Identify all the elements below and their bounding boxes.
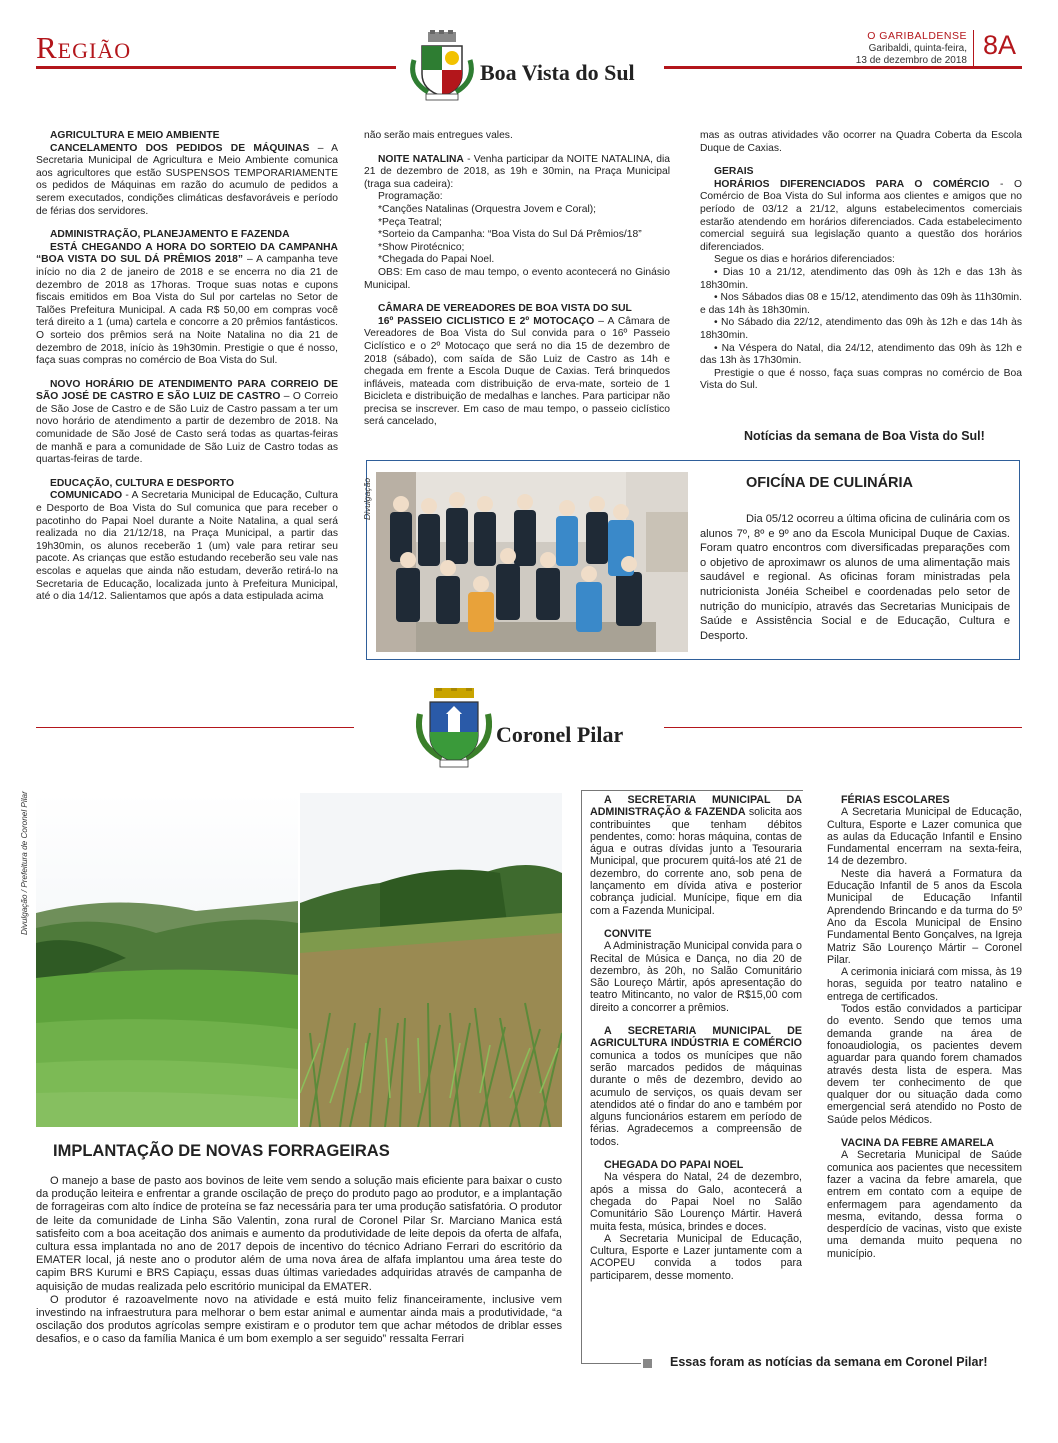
- correio-heading: NOVO HORÁRIO DE ATENDIMENTO PARA CORREIO DE SÃO JOSÉ DE CASTRO E SÃO LUIZ DE CASTRO: [36, 378, 338, 403]
- adm-article: ESTÁ CHEGANDO A HORA DO SORTEIO DA CAMPANHA “BOA VISTA DO SUL DÁ PRÊMIOS 2018” – A campanha teve início no dia 2 de janeiro de 2018 e se encerra no dia 21 de dezembro de 2018 as 17horas. Troque suas notas e cupons fiscais emitidos em Boa Vista do Sul por cartelas no Setor de Talões Prefeitura Municipal. A cada R$ 50,00 em compras você terá direito a 1 (uma) cartela e concorre a 20 prêmios fantásticos. O sorteio dos prêmios será na Noite Natalina no dia 21 de dezembro de 2018, início às 19h30min. Prestigie o que é nosso, faça suas compras no comércio de Boa Vista do Sul.: [36, 241, 338, 367]
- page-divider: [973, 30, 974, 66]
- agri-heading: AGRICULTURA E MEIO AMBIENTE: [50, 130, 220, 141]
- adm-subheading: ESTÁ CHEGANDO A HORA DO SORTEIO DA CAMPANHA “BOA VISTA DO SUL DÁ PRÊMIOS 2018”: [36, 241, 338, 266]
- cp-header-rule-left: [36, 727, 354, 728]
- agri-article: CANCELAMENTO DOS PEDIDOS DE MÁQUINAS – A Secretaria Municipal de Agricultura e Meio Ambiente comunica aos agricultores que estão SUSPENSOS TEMPORARIAMENTE os pedidos de Máquinas em razão do acumulo de pedidos a serem executados, condições climáticas desfavoráveis e período de férias dos servidores.: [36, 142, 338, 217]
- program-line: *Peça Teatral;: [378, 216, 442, 228]
- noite-obs: OBS: Em caso de mau tempo, o evento acontecerá no Ginásio Municipal.: [364, 266, 670, 291]
- gerais-article: HORÁRIOS DIFERENCIADOS PARA O COMÉRCIO - O Comércio de Boa Vista do Sul informa aos clientes e amigos que no período de 03/12 a 21/12, alguns estabelecimentos comerciais estarão atendendo em horários diferenciados. Cada estabelecimento comercial seguirá sua legislação quanto a questão dos horários diferenciados.: [700, 178, 1022, 253]
- gerais-heading: GERAIS: [714, 166, 754, 178]
- dateline-1: Garibaldi, quinta-feira,: [868, 43, 967, 54]
- camara-subheading: 16º PASSEIO CICLISTICO E 2º MOTOCAÇO: [378, 315, 595, 327]
- cp-main-paragraph-2: O produtor é razoavelmente novo na atividade e está muito feliz financeiramente, inclusive vem investindo na infraestrutura para melhorar o bem estar animal e aumentar ainda mais a produtividade, “a oscilação dos produtos agrícolas sempre existiram e o produtor tem que achar métodos de driblar esses desafios, e o caso da família Manica é um bom exemplo a ser seguido” ressalta Ferrari: [36, 1293, 562, 1346]
- cp-footer-square-icon: [643, 1359, 652, 1368]
- cp-ferias-paragraph: A Secretaria Municipal de Educação, Cultura, Esporte e Lazer comunica que as aulas da Educação Infantil e Ensino Fundamental encerram na sexta-feira, 14 de dezembro.: [827, 806, 1022, 868]
- cp-convite-text: A Administração Municipal convida para o Recital de Música e Dança, no dia 20 de dezembro, às 20h, no Salão Comunitário São Loureço Mártir, após apresentação do teatro Mitincanto, no valor de R$15,00 com direito a concorrer a prêmios.: [590, 940, 802, 1014]
- hours-bullet: • Nos Sábados dias 08 e 15/12, atendimento das 09h às 11h30min. e das 14h às 18h30min.: [700, 292, 1022, 316]
- cp-vacina-text: A Secretaria Municipal de Saúde comunica aos pacientes que necessitem fazer a vacina da febre amarela, que entrem em contato com a equipe de enfermagem para agendamento da mesma, evitando, dessa forma o desperdício de vacinas, visto que existe uma demanda muito pequena no município.: [827, 1149, 1022, 1260]
- camara-continuation: mas as outras atividades vão ocorrer na Quadra Coberta da Escola Duque de Caxias.: [700, 130, 1022, 154]
- header-rule-right: [664, 66, 1022, 69]
- program-line: *Canções Natalinas (Orquestra Jovem e Coral);: [378, 203, 597, 215]
- cp-ferias-paragraph: A cerimonia iniciará com missa, às 19 horas, seguida por teatro natalino e entrega de certificados.: [827, 966, 1022, 1003]
- adm-heading: ADMINISTRAÇÃO, PLANEJAMENTO E FAZENDA: [50, 229, 290, 241]
- page-number: 8A: [983, 30, 1017, 60]
- cp-header-rule-right: [664, 727, 1022, 728]
- program-line: Programação:: [378, 191, 443, 203]
- noite-heading: NOITE NATALINA: [378, 153, 464, 165]
- edu-heading: EDUCAÇÃO, CULTURA E DESPORTO: [50, 477, 235, 489]
- correio-article: NOVO HORÁRIO DE ATENDIMENTO PARA CORREIO DE SÃO JOSÉ DE CASTRO E SÃO LUIZ DE CASTRO – O Correio de São Jose de Castro e de São Luiz de Castro passam a ter um novo horário de atendimento a partir de dezembro de 2018. Na comunidade de São José de Casto será todas as quartas-feiras de manhã e para a comunidade de São Luiz de Castro todas as quartas-feiras de tarde.: [36, 378, 338, 466]
- bvs-column-2: [364, 130, 670, 429]
- gerais-segue: Segue os dias e horários diferenciados:: [714, 254, 895, 266]
- edu-continuation: não serão mais entregues vales.: [364, 130, 513, 141]
- camara-article: 16º PASSEIO CICLISTICO E 2º MOTOCAÇO – A Câmara de Vereadores de Boa Vista do Sul convida para o 16º Passeio Ciclístico e o 2º Motocaço que será no dia 15 de dezembro de 2018 (sábado), com saída de São Luiz de Castro as 14h e chegada em frente a Escola Duque de Caxias. Terá brinquedos infláveis, mateada com distribuição de erva-mate, sorteio de 1 Bicicleta e distribuição de medalhas e lanches. Para participar não precisa se inscrever. Em caso de mau tempo, o passeio ciclístico será cancelado,: [364, 315, 670, 428]
- cp-papai-text-2: A Secretaria Municipal de Educação, Cultura, Esporte e Lazer juntamente com a ACOPEU convida a todos para participarem, desse momento.: [590, 1232, 802, 1282]
- cp-ferias-paragraph: Todos estão convidados a participar do evento. Sendo que temos uma demanda grande na área de fonoaudiologia, os pacientes devem aguardar para quando forem chamados através desta lista de espera. Mas devem ter conhecimento de que qualquer dor ou situação dada como emergencial será atendido no Posto de Saúde pelos Médicos.: [827, 1003, 1022, 1126]
- town-title-bvs: Boa Vista do Sul: [480, 60, 635, 85]
- bvs-column-1: [36, 130, 338, 604]
- cp-right-column: [827, 794, 1022, 1260]
- hours-bullet: • Dias 10 a 21/12, atendimento das 09h às 12h e das 13h às 18h30min.: [700, 266, 1022, 291]
- hours-bullet: • Na Véspera do Natal, dia 24/12, atendimento das 09h às 12h e das 13h às 17h30min.: [700, 342, 1022, 367]
- cp-middle-column: [590, 794, 802, 1282]
- cp-agri-article: A SECRETARIA MUNICIPAL DE AGRICULTURA INDÚSTRIA E COMÉRCIO comunica a todos os munícipes que não serão marcados pedidos de máquinas durante o mês de dezembro, devido ao acumulo de serviços, os quais devam ser atendidos até o findar do ano e também por alguns funcionários estarem em período de férias. Agradecemos a compreensão de todos.: [590, 1025, 802, 1148]
- cp-vacina-heading: VACINA DA FEBRE AMARELA: [841, 1137, 994, 1150]
- cp-adm-heading: A SECRETARIA MUNICIPAL DA ADMINISTRAÇÃO & FAZENDA: [590, 794, 802, 819]
- oficina-title: OFICÍNA DE CULINÁRIA: [746, 475, 914, 491]
- oficina-photo: [376, 472, 688, 652]
- gerais-subheading: HORÁRIOS DIFERENCIADOS PARA O COMÉRCIO: [714, 178, 990, 190]
- header-rule-left: [36, 66, 396, 69]
- edu-subheading: COMUNICADO: [50, 490, 123, 502]
- section-title: Região: [36, 30, 132, 65]
- agri-subheading: CANCELAMENTO DOS PEDIDOS DE MÁQUINAS: [50, 142, 310, 154]
- cp-adm-article: A SECRETARIA MUNICIPAL DA ADMINISTRAÇÃO & FAZENDA solicita aos contribuintes que tenham débitos pendentes, como: horas máquina, contas de água e outras dívidas junto a Tesouraria Municipal, que procurem quitá-los até 21 de dezembro, do corrente ano, sob pena de lançamento em dívida ativa e posterior cobrança judicial. Munícipe, fique em dia com a Fazenda Municipal.: [590, 794, 802, 917]
- town-title-cp: Coronel Pilar: [496, 722, 624, 747]
- cp-agri-heading: A SECRETARIA MUNICIPAL DE AGRICULTURA INDÚSTRIA E COMÉRCIO: [590, 1025, 802, 1050]
- cp-convite-heading: CONVITE: [604, 927, 652, 940]
- coronel-pilar-crest-icon: [416, 688, 492, 768]
- noite-article: NOITE NATALINA - Venha participar da NOITE NATALINA, dia 21 de dezembro de 2018, as 19h e 30min, na Praça Municipal (traga sua cadeira):: [364, 153, 670, 190]
- cp-main-article: [36, 1175, 562, 1347]
- gerais-prestigie: Prestigie o que é nosso, faça suas compras no comércio de Boa Vista do Sul.: [700, 367, 1022, 392]
- cp-photo-grass: [300, 793, 562, 1127]
- hours-bullet: • No Sábado dia 22/12, atendimento das 09h às 12h e das 14h às 18h30min.: [700, 317, 1022, 341]
- cp-photo-credit: Divulgação / Prefeitura de Coronel Pilar: [20, 791, 29, 935]
- cp-ferias-paragraph: Neste dia haverá a Formatura da Educação Infantil de 5 anos da Escola Municipal de Educação Infantil Aprendendo Brincando e da turma do 5º Ano da Escola Municipal de Ensino Fundamental Bento Gonçalves, na Igreja Matriz São Lourenço Mártir – Coronel Pilar.: [827, 867, 1022, 966]
- program-line: *Show Pirotécnico;: [378, 241, 465, 253]
- boa-vista-crest-icon: [408, 30, 476, 102]
- program-line: *Sorteio da Campanha: “Boa Vista do Sul Dá Prêmios/18”: [378, 229, 642, 241]
- cp-main-paragraph-1: O manejo a base de pasto aos bovinos de leite vem sendo a solução mais eficiente para baixar o custo da produção leiteira e enfrentar a grande oscilação de preço do produto pago ao produtor, e a implantação de forrageiras com alto índice de proteína se faz necessária para ter uma produção satisfatória. O produtor de leite da comunidade de Linha São Valentin, zona rural de Coronel Pilar Sr. Marciano Manica está satisfeito com a boa aceitação dos animais e aumento da produtividade de leite depois da oferta de alfafa, cultura essa implantada no ano de 2017 depois de incentivo do técnico Adriano Ferrari do escritório da EMATER local, já neste ano o produtor além de uma nova área de alfafa implantou uma área teste do capim BRS Kurumi e BRS Capiaçu, essas duas últimas variedades adquiridas através de campanha de aquisição de mudas realizada pelo escritório municipal da EMATER.: [36, 1175, 563, 1293]
- cp-ferias-heading: FÉRIAS ESCOLARES: [841, 794, 950, 806]
- bvs-column-3: [700, 130, 1022, 393]
- program-line: *Chegada do Papai Noel.: [378, 254, 495, 266]
- cp-middle-top-rule: [581, 790, 803, 791]
- camara-heading: CÂMARA DE VEREADORES DE BOA VISTA DO SUL: [378, 303, 632, 315]
- cp-footer-rule: [581, 1363, 641, 1364]
- oficina-photo-credit: Divulgação: [362, 477, 372, 520]
- paper-name: O GARIBALDENSE: [867, 30, 967, 42]
- cp-main-title: IMPLANTAÇÃO DE NOVAS FORRAGEIRAS: [53, 1142, 390, 1160]
- cp-papai-text-1: Na véspera do Natal, 24 de dezembro, após a missa do Galo, acontecerá a chegada do Papai Noel no Salão Comunitário São Lourenço Mártir. Haverá muita festa, música, brindes e doces.: [590, 1171, 802, 1233]
- cp-photo-alfalfa: [36, 793, 298, 1127]
- bvs-footer-note: Notícias da semana de Boa Vista do Sul!: [744, 429, 985, 443]
- cp-middle-rule: [581, 790, 582, 1363]
- cp-footer-note: Essas foram as notícias da semana em Coronel Pilar!: [670, 1355, 988, 1369]
- oficina-text: Dia 05/12 ocorreu a última oficina de culinária com os alunos 7º, 8º e 9º ano da Escola Municipal Duque de Caxias. Foram quatro encontros com diversificadas preparações com o objetivo de aproximawr os alunos de uma alimentação mais saudável e regional. As oficinas foram ministradas pela nutricionista Jonéia Scheibel e coordenadas pelo setor de nutrição do município, através das Secretarias Municipais de Saúde e Assistência Social e de Educação, Cultura e Desporto.: [700, 513, 1010, 642]
- edu-article: COMUNICADO - A Secretaria Municipal de Educação, Cultura e Desporto de Boa Vista do Sul comunica que para receber o pacotinho do Papai Noel durante a Noite Natalina, a qual será realizada no dia 21/12/18, na Praça Municipal, a partir das 19h30min, os alunos receberão 1 (um) vale para retirar seu pacote. As crianças que estão estudando receberão seu vale nas escolas e aquelas que ainda não estudam, deverão retirá-lo na Secretaria de Educação, localizada junto à Prefeitura Municipal, até o dia 14/12. Salientamos que após a data estipulada acima: [36, 490, 338, 603]
- dateline-2: 13 de dezembro de 2018: [855, 55, 967, 66]
- cp-papai-heading: CHEGADA DO PAPAI NOEL: [604, 1159, 744, 1172]
